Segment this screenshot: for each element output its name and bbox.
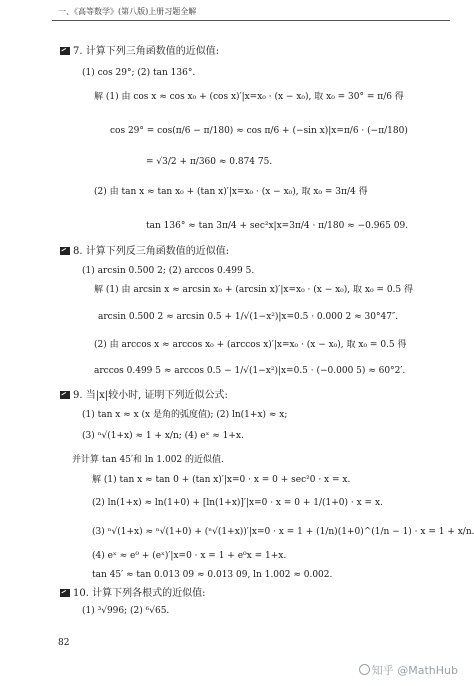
exercise-pencil-icon bbox=[60, 247, 70, 255]
header-rule bbox=[52, 20, 450, 21]
solution-9-2: (2) ln(1+x) ≈ ln(1+0) + [ln(1+x)]′|x=0 · x = 0 + 1/(1+0) · x = x. bbox=[92, 498, 383, 508]
problem-8-items: (1) arcsin 0.500 2; (2) arccos 0.499 5. bbox=[82, 266, 255, 276]
solution-9-3: (3) ⁿ√(1+x) ≈ ⁿ√(1+0) + (ⁿ√(1+x))′|x=0 · x = 1 + (1/n)(1+0)^(1/n − 1) · x = 1 + x/n. bbox=[92, 527, 474, 537]
solution-8-1-result: arcsin 0.500 2 ≈ arcsin 0.5 + 1/√(1−x²)|x=0.5 · 0.000 2 ≈ 30°47″. bbox=[98, 312, 399, 322]
problem-10-title: 10. 计算下列各根式的近似值: bbox=[60, 588, 205, 599]
problem-9-compute: 并计算 tan 45′和 ln 1.002 的近似值. bbox=[72, 455, 224, 465]
solution-8-2-intro: (2) 由 arccos x ≈ arccos x₀ + (arccos x)′|x=x₀ · (x − x₀), 取 x₀ = 0.5 得 bbox=[94, 340, 407, 350]
problem-10-items: (1) ³√996; (2) ⁶√65. bbox=[82, 606, 170, 616]
solution-7-1-intro: 解 (1) 由 cos x ≈ cos x₀ + (cos x)′|x=x₀ · (x − x₀), 取 x₀ = 30° = π/6 得 bbox=[94, 92, 404, 102]
solution-9-1: 解 (1) tan x ≈ tan 0 + (tan x)′|x=0 · x = 0 + sec²0 · x = x. bbox=[92, 475, 351, 485]
problem-8-title: 8. 计算下列反三角函数值的近似值: bbox=[60, 246, 229, 257]
exercise-pencil-icon bbox=[60, 589, 70, 597]
solution-8-2-result: arccos 0.499 5 ≈ arccos 0.5 − 1/√(1−x²)|x=0.5 · (−0.000 5) ≈ 60°2′. bbox=[94, 366, 406, 376]
problem-9-items-3-4: (3) ⁿ√(1+x) ≈ 1 + x/n; (4) eˣ ≈ 1+x. bbox=[82, 431, 244, 441]
exercise-pencil-icon bbox=[60, 391, 70, 399]
exercise-pencil-icon bbox=[60, 47, 70, 55]
solution-7-1-formula: cos 29° = cos(π/6 − π/180) ≈ cos π/6 + (−sin x)|x=π/6 · (−π/180) bbox=[110, 126, 408, 136]
problem-7-title: 7. 计算下列三角函数值的近似值: bbox=[60, 46, 219, 57]
solution-7-1-result: = √3/2 + π/360 ≈ 0.874 75. bbox=[146, 157, 273, 167]
solution-7-2-result: tan 136° ≈ tan 3π/4 + sec²x|x=3π/4 · π/180 ≈ −0.965 09. bbox=[146, 221, 409, 231]
solution-9-4: (4) eˣ ≈ e⁰ + (eˣ)′|x=0 · x = 1 + e⁰x = 1+x. bbox=[92, 551, 287, 561]
problem-9-title: 9. 当|x|较小时, 证明下列近似公式: bbox=[60, 390, 228, 401]
zhihu-logo-icon bbox=[359, 664, 370, 675]
solution-8-1-intro: 解 (1) 由 arcsin x ≈ arcsin x₀ + (arcsin x)′|x=x₀ · (x − x₀), 取 x₀ = 0.5 得 bbox=[94, 285, 414, 295]
problem-9-items-1-2: (1) tan x ≈ x (x 是角的弧度值); (2) ln(1+x) ≈ x; bbox=[82, 410, 288, 420]
running-header: 一、《高等数学》(第八版)上册习题全解 bbox=[58, 7, 197, 16]
solution-7-2-intro: (2) 由 tan x ≈ tan x₀ + (tan x)′|x=x₀ · (x − x₀), 取 x₀ = 3π/4 得 bbox=[94, 187, 368, 197]
page-number: 82 bbox=[58, 638, 70, 648]
watermark: 知乎 @MathHub bbox=[359, 662, 458, 678]
problem-7-items: (1) cos 29°; (2) tan 136°. bbox=[82, 68, 196, 78]
solution-9-values: tan 45′ ≈ tan 0.013 09 ≈ 0.013 09, ln 1.002 ≈ 0.002. bbox=[92, 570, 333, 580]
